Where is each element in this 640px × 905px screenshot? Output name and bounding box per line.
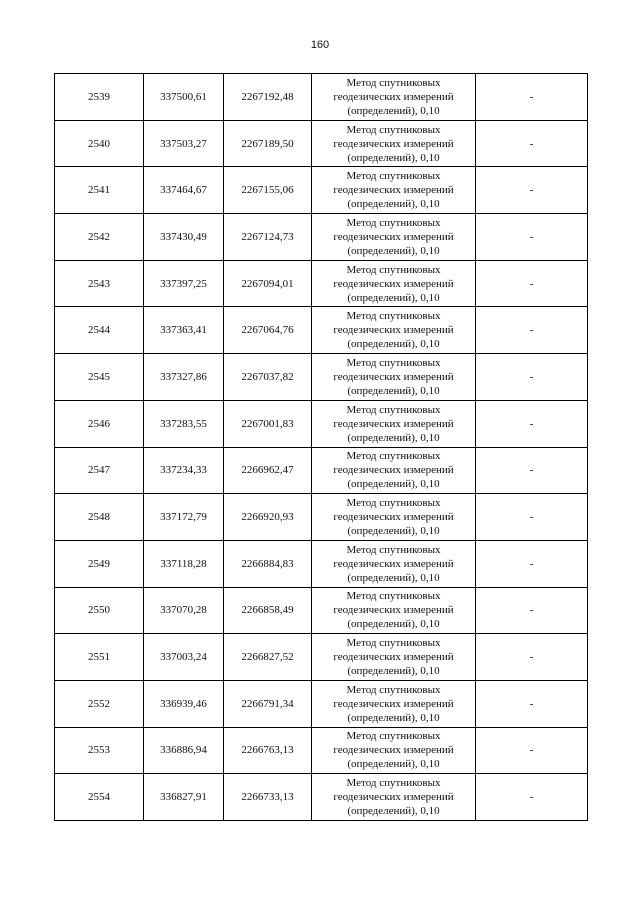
method-text-line: (определений), 0,10 (347, 525, 440, 538)
y-coordinate-cell: 2266858,49 (224, 587, 312, 634)
table-row (55, 447, 588, 494)
method-text-line: (определений), 0,10 (347, 571, 440, 584)
method-cell (312, 354, 476, 401)
x-coordinate-cell: 336827,91 (144, 774, 224, 821)
method-text-line: геодезических измерений (333, 744, 454, 757)
x-coordinate-cell: 337070,28 (144, 587, 224, 634)
x-coordinate-cell: 337327,86 (144, 354, 224, 401)
method-text-line: Метод спутниковых (346, 637, 441, 650)
y-coordinate-cell: 2266791,34 (224, 680, 312, 727)
x-coordinate-cell: 337363,41 (144, 307, 224, 354)
method-cell (312, 587, 476, 634)
x-coordinate-cell: 337500,61 (144, 74, 224, 121)
dash-cell: - (476, 447, 588, 494)
method-cell (312, 260, 476, 307)
method-text-line: геодезических измерений (333, 464, 454, 477)
method-text-line: (определений), 0,10 (347, 478, 440, 491)
method-cell (312, 74, 476, 121)
method-cell (312, 774, 476, 821)
method-text-line: Метод спутниковых (346, 216, 441, 229)
table-row (55, 680, 588, 727)
method-text-line: (определений), 0,10 (347, 758, 440, 771)
x-coordinate-cell: 337234,33 (144, 447, 224, 494)
method-text-line: (определений), 0,10 (347, 291, 440, 304)
x-coordinate-cell: 337397,25 (144, 260, 224, 307)
x-coordinate-cell: 337503,27 (144, 120, 224, 167)
x-coordinate-cell: 337118,28 (144, 540, 224, 587)
method-cell (312, 447, 476, 494)
method-text-line: (определений), 0,10 (347, 618, 440, 631)
method-text-line: (определений), 0,10 (347, 711, 440, 724)
method-text-line: геодезических измерений (333, 557, 454, 570)
method-text-line: геодезических измерений (333, 604, 454, 617)
method-text-line: геодезических измерений (333, 324, 454, 337)
dash-cell: - (476, 260, 588, 307)
table-row (55, 727, 588, 774)
table-row (55, 214, 588, 261)
point-number-cell: 2551 (55, 634, 144, 681)
method-text-line: Метод спутниковых (346, 310, 441, 323)
table-row (55, 634, 588, 681)
method-text-line: геодезических измерений (333, 90, 454, 103)
point-number-cell: 2549 (55, 540, 144, 587)
method-text-line: Метод спутниковых (346, 123, 441, 136)
method-text-line: Метод спутниковых (346, 263, 441, 276)
point-number-cell: 2547 (55, 447, 144, 494)
x-coordinate-cell: 337464,67 (144, 167, 224, 214)
method-cell (312, 167, 476, 214)
table-row (55, 774, 588, 821)
point-number-cell: 2546 (55, 400, 144, 447)
dash-cell: - (476, 74, 588, 121)
method-text-line: Метод спутниковых (346, 450, 441, 463)
method-text-line: (определений), 0,10 (347, 431, 440, 444)
point-number-cell: 2539 (55, 74, 144, 121)
y-coordinate-cell: 2267064,76 (224, 307, 312, 354)
table-row (55, 354, 588, 401)
y-coordinate-cell: 2266962,47 (224, 447, 312, 494)
method-cell (312, 214, 476, 261)
dash-cell: - (476, 680, 588, 727)
y-coordinate-cell: 2267155,06 (224, 167, 312, 214)
y-coordinate-cell: 2267094,01 (224, 260, 312, 307)
table-row (55, 587, 588, 634)
method-text-line: Метод спутниковых (346, 590, 441, 603)
x-coordinate-cell: 336939,46 (144, 680, 224, 727)
dash-cell: - (476, 494, 588, 541)
dash-cell: - (476, 120, 588, 167)
page-number: 160 (310, 39, 330, 51)
dash-cell: - (476, 167, 588, 214)
table-row (55, 120, 588, 167)
dash-cell: - (476, 400, 588, 447)
method-text-line: Метод спутниковых (346, 403, 441, 416)
table-row (55, 74, 588, 121)
table-row (55, 307, 588, 354)
point-number-cell: 2541 (55, 167, 144, 214)
point-number-cell: 2552 (55, 680, 144, 727)
x-coordinate-cell: 337430,49 (144, 214, 224, 261)
method-text-line: геодезических измерений (333, 417, 454, 430)
table-row (55, 400, 588, 447)
y-coordinate-cell: 2266763,13 (224, 727, 312, 774)
method-cell (312, 120, 476, 167)
method-cell (312, 540, 476, 587)
y-coordinate-cell: 2267001,83 (224, 400, 312, 447)
coordinates-table (54, 73, 588, 821)
table-row (55, 167, 588, 214)
point-number-cell: 2540 (55, 120, 144, 167)
method-text-line: Метод спутниковых (346, 777, 441, 790)
method-text-line: геодезических измерений (333, 277, 454, 290)
method-text-line: Метод спутниковых (346, 356, 441, 369)
point-number-cell: 2550 (55, 587, 144, 634)
method-text-line: геодезических измерений (333, 184, 454, 197)
dash-cell: - (476, 540, 588, 587)
x-coordinate-cell: 337172,79 (144, 494, 224, 541)
method-cell (312, 307, 476, 354)
y-coordinate-cell: 2267124,73 (224, 214, 312, 261)
y-coordinate-cell: 2267189,50 (224, 120, 312, 167)
method-cell (312, 727, 476, 774)
dash-cell: - (476, 307, 588, 354)
y-coordinate-cell: 2267192,48 (224, 74, 312, 121)
method-text-line: геодезических измерений (333, 137, 454, 150)
y-coordinate-cell: 2266827,52 (224, 634, 312, 681)
dash-cell: - (476, 214, 588, 261)
method-text-line: геодезических измерений (333, 651, 454, 664)
method-text-line: (определений), 0,10 (347, 338, 440, 351)
method-text-line: Метод спутниковых (346, 683, 441, 696)
dash-cell: - (476, 354, 588, 401)
y-coordinate-cell: 2266920,93 (224, 494, 312, 541)
point-number-cell: 2544 (55, 307, 144, 354)
method-text-line: геодезических измерений (333, 791, 454, 804)
method-text-line: Метод спутниковых (346, 497, 441, 510)
method-text-line: Метод спутниковых (346, 170, 441, 183)
method-cell (312, 400, 476, 447)
y-coordinate-cell: 2266733,13 (224, 774, 312, 821)
method-cell (312, 634, 476, 681)
method-cell (312, 494, 476, 541)
method-cell (312, 680, 476, 727)
method-text-line: Метод спутниковых (346, 543, 441, 556)
method-text-line: геодезических измерений (333, 511, 454, 524)
point-number-cell: 2545 (55, 354, 144, 401)
method-text-line: (определений), 0,10 (347, 198, 440, 211)
x-coordinate-cell: 337003,24 (144, 634, 224, 681)
method-text-line: (определений), 0,10 (347, 384, 440, 397)
method-text-line: геодезических измерений (333, 697, 454, 710)
method-text-line: (определений), 0,10 (347, 805, 440, 818)
y-coordinate-cell: 2267037,82 (224, 354, 312, 401)
method-text-line: Метод спутниковых (346, 76, 441, 89)
table-row (55, 494, 588, 541)
point-number-cell: 2542 (55, 214, 144, 261)
x-coordinate-cell: 337283,55 (144, 400, 224, 447)
dash-cell: - (476, 727, 588, 774)
point-number-cell: 2554 (55, 774, 144, 821)
method-text-line: (определений), 0,10 (347, 151, 440, 164)
method-text-line: Метод спутниковых (346, 730, 441, 743)
method-text-line: геодезических измерений (333, 230, 454, 243)
method-text-line: (определений), 0,10 (347, 665, 440, 678)
point-number-cell: 2548 (55, 494, 144, 541)
coordinates-table-body (55, 74, 588, 821)
y-coordinate-cell: 2266884,83 (224, 540, 312, 587)
dash-cell: - (476, 634, 588, 681)
dash-cell: - (476, 587, 588, 634)
method-text-line: геодезических измерений (333, 370, 454, 383)
table-row (55, 260, 588, 307)
table-row (55, 540, 588, 587)
method-text-line: (определений), 0,10 (347, 104, 440, 117)
dash-cell: - (476, 774, 588, 821)
x-coordinate-cell: 336886,94 (144, 727, 224, 774)
point-number-cell: 2553 (55, 727, 144, 774)
method-text-line: (определений), 0,10 (347, 244, 440, 257)
point-number-cell: 2543 (55, 260, 144, 307)
